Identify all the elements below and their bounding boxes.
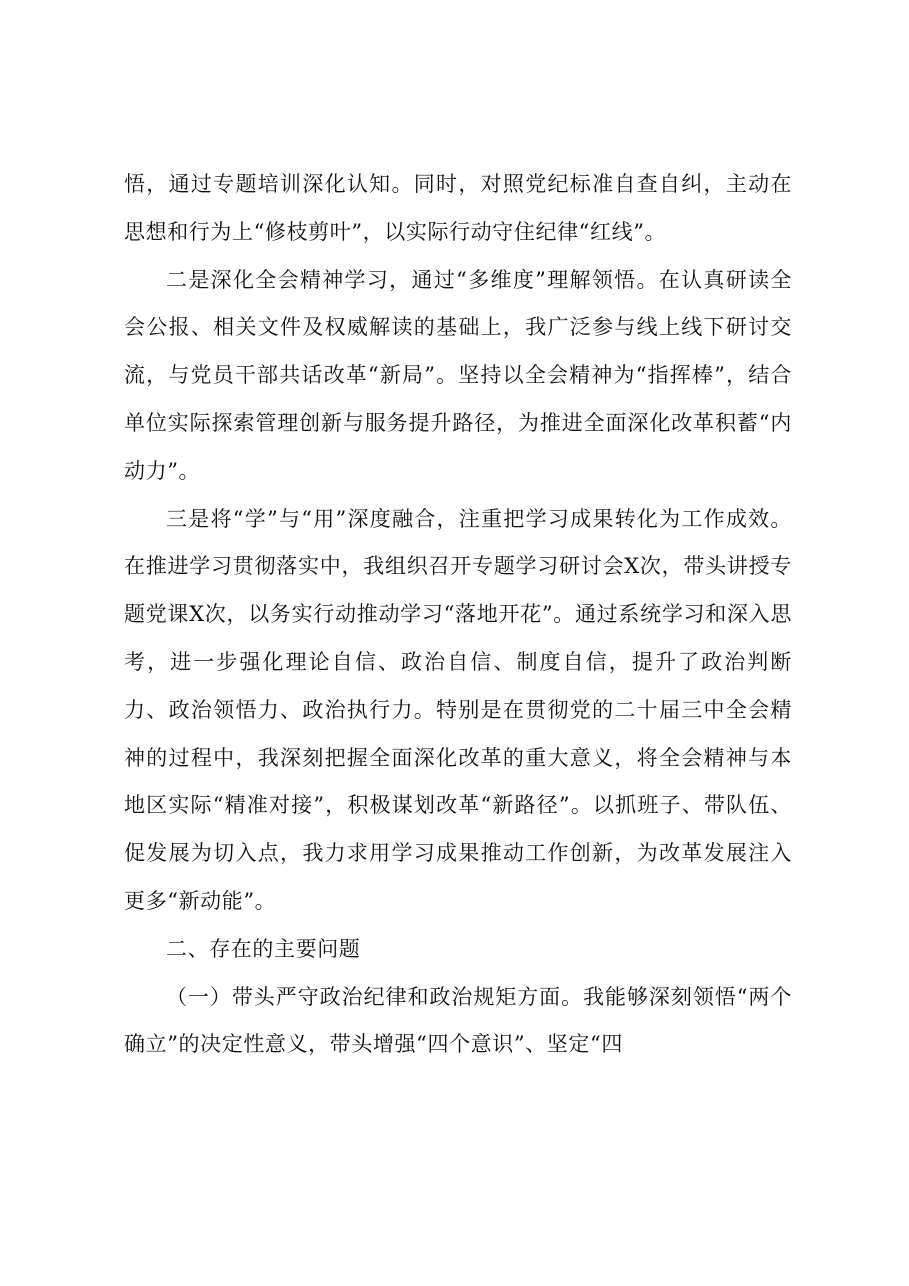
subsection-paragraph xyxy=(124,974,792,1070)
subsection-text: 我能够深刻领悟“两个确立”的决定性意义，带头增强“四个意识”、坚定“四 xyxy=(124,984,792,1057)
document-body xyxy=(124,161,792,1069)
section-heading: 二、存在的主要问题 xyxy=(166,936,361,961)
paragraph-deepen-plenary-study: 二是深化全会精神学习，通过“多维度”理解领悟。在认真研读全会公报、相关文件及权威解读的基础上，我广泛参与线上线下研讨交流，与党员干部共话改革“新局”。坚持以全会精神为“指挥棒”，结合单位实际探索管理创新与服务提升路径，为推进全面深化改革积蓄“内动力”。 xyxy=(124,267,792,483)
paragraph-learn-and-apply: 三是将“学”与“用”深度融合，注重把学习成果转化为工作成效。在推进学习贯彻落实中，我组织召开专题学习研讨会X次，带头讲授专题党课X次，以务实行动推动学习“落地开花”。通过系统学习和深入思考，进一步强化理论自信、政治自信、制度自信，提升了政治判断力、政治领悟力、政治执行力。特别是在贯彻党的二十届三中全会精神的过程中，我深刻把握全面深化改革的重大意义，将全会精神与本地区实际“精准对接”，积极谋划改革“新路径”。以抓班子、带队伍、促发展为切入点，我力求用学习成果推动工作创新，为改革发展注入更多“新动能”。 xyxy=(124,506,792,913)
paragraph-continuation: 悟，通过专题培训深化认知。同时，对照党纪标准自查自纠，主动在思想和行为上“修枝剪叶”，以实际行动守住纪律“红线”。 xyxy=(124,172,792,244)
subsection-heading: （一）带头严守政治纪律和政治规矩方面。 xyxy=(166,984,584,1009)
